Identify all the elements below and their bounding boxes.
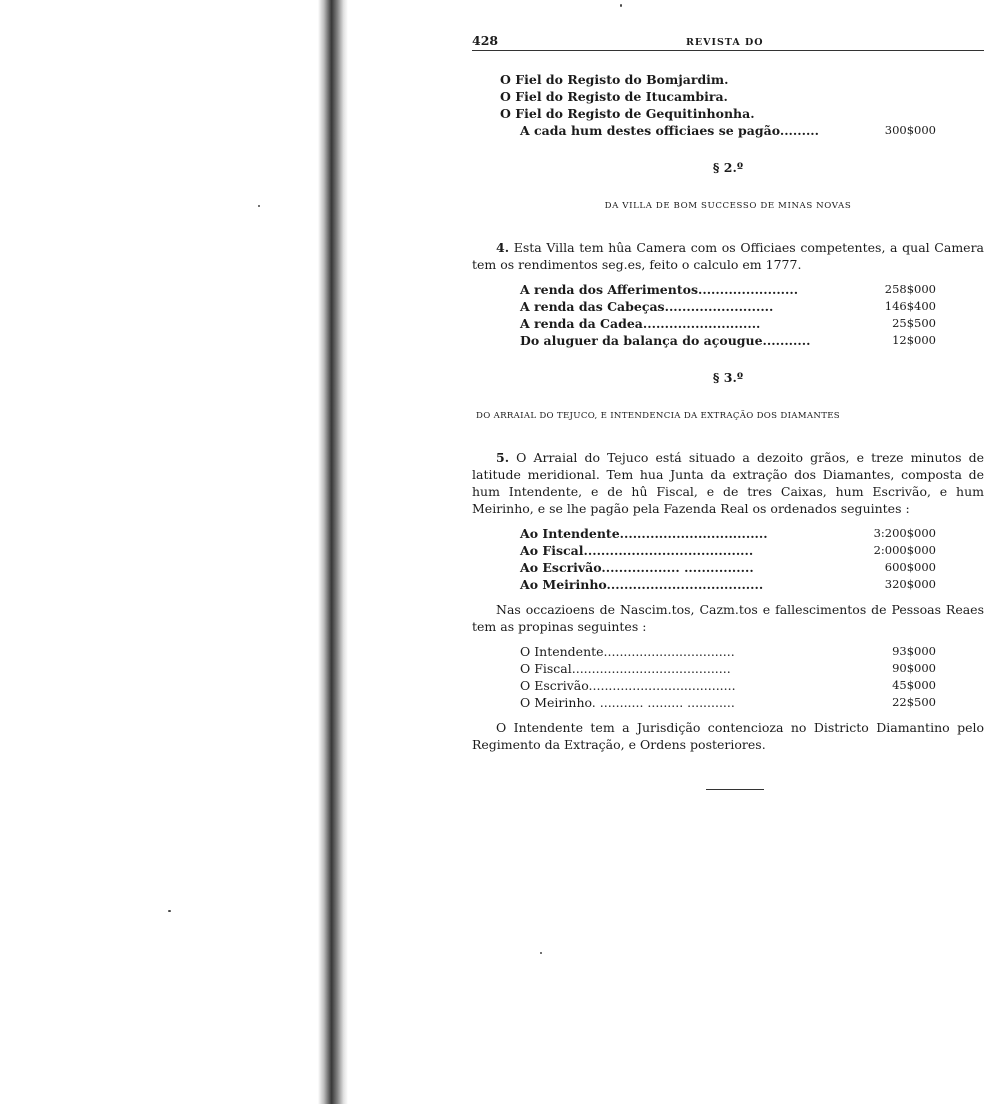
salary-amount: 3:200$000 [873,526,936,540]
propina-label: O Escrivão..................................... [520,678,736,693]
propina-amount: 45$000 [892,678,936,692]
revenue-amount: 258$000 [884,282,936,296]
propina-amount: 90$000 [892,661,936,675]
revenue-label: A renda da Cadea........................... [520,316,761,331]
occasions-paragraph: Nas occazioens de Nascim.tos, Cazm.tos e fallescimentos de Pessoas Reaes tem as propinas seguintes : [472,602,984,634]
running-title: REVISTA DO [686,37,764,48]
salary-row [472,542,984,559]
revenue-label: Do aluguer da balança do açougue........... [520,333,811,348]
document-page [472,30,984,790]
revenue-amount: 12$000 [892,333,936,347]
revenue-amount: 146$400 [884,299,936,313]
propina-amount: 93$000 [892,644,936,658]
paragraph-number: 4. [496,240,510,255]
revenue-label: A renda dos Afferimentos....................... [520,282,799,297]
propina-row [472,694,984,711]
intro-block [472,71,984,122]
section-mark: § 2.º [712,160,744,175]
salary-label: Ao Fiscal....................................... [520,543,754,558]
salary-row [472,576,984,593]
revenue-table [472,281,984,349]
propinas-table [472,643,984,711]
salary-label: Ao Meirinho.................................... [520,577,764,592]
salary-row [472,525,984,542]
salary-amount: 320$000 [884,577,936,591]
revenue-row [472,281,984,298]
propina-amount: 22$500 [892,695,936,709]
propina-row [472,643,984,660]
revenue-row [472,332,984,349]
revenue-amount: 25$500 [892,316,936,330]
revenue-row [472,298,984,315]
salary-table [472,525,984,593]
propina-label: O Meirinho. ........... ......... ............ [520,695,735,710]
revenue-row [472,315,984,332]
salary-amount: 600$000 [884,560,936,574]
paragraph-4 [472,239,984,273]
propina-label: O Fiscal........................................ [520,661,731,676]
intro-line: O Fiel do Registo do Bomjardim. [500,72,729,87]
paragraph-5 [472,449,984,517]
propina-row [472,677,984,694]
scan-speck [168,910,171,912]
scan-gutter [0,0,372,1104]
intro-line: O Fiel do Registo de Itucambira. [500,89,728,104]
scan-speck [258,205,260,207]
salary-label: Ao Escrivão.................. ................ [520,560,754,575]
end-rule [706,789,764,790]
propina-label: O Intendente................................. [520,644,735,659]
scan-speck [540,952,542,954]
book-spine-shadow [318,0,348,1104]
running-header [472,30,984,51]
salary-row [472,559,984,576]
section-mark: § 3.º [712,370,744,385]
section-title: DA VILLA DE BOM SUCCESSO DE MINAS NOVAS [604,201,852,211]
intro-payment-row [472,122,984,139]
section-title: DO ARRAIAL DO TEJUCO, E INTENDENCIA DA EXTRAÇÃO DOS DIAMANTES [476,411,840,421]
paragraph-text: Esta Villa tem hûa Camera com os Officiaes competentes, a qual Camera tem os rendimentos seg.es, feito o calculo em 1777. [472,240,984,272]
closing-paragraph: O Intendente tem a Jurisdição contencioza no Districto Diamantino pelo Regimento da Extração, e Ordens posteriores. [472,720,984,752]
propina-row [472,660,984,677]
paragraph-number: 5. [496,450,510,465]
payment-amount: 300$000 [884,123,936,137]
payment-label: A cada hum destes officiaes se pagão......... [520,123,820,138]
scan-speck [620,4,622,7]
paragraph-text: O Arraial do Tejuco está situado a dezoito grãos, e treze minutos de latitude meridional. Tem hua Junta da extração dos Diamantes, composta de hum Intendente, e de hû Fiscal, e de tres Caixas, hum Escrivão, e hum Meirinho, e se lhe pagão pela Fazenda Real os ordenados seguintes : [472,450,984,516]
salary-amount: 2:000$000 [873,543,936,557]
salary-label: Ao Intendente.................................. [520,526,768,541]
intro-line: O Fiel do Registo de Gequitinhonha. [500,106,755,121]
revenue-label: A renda das Cabeças......................... [520,299,774,314]
page-number: 428 [472,33,499,48]
